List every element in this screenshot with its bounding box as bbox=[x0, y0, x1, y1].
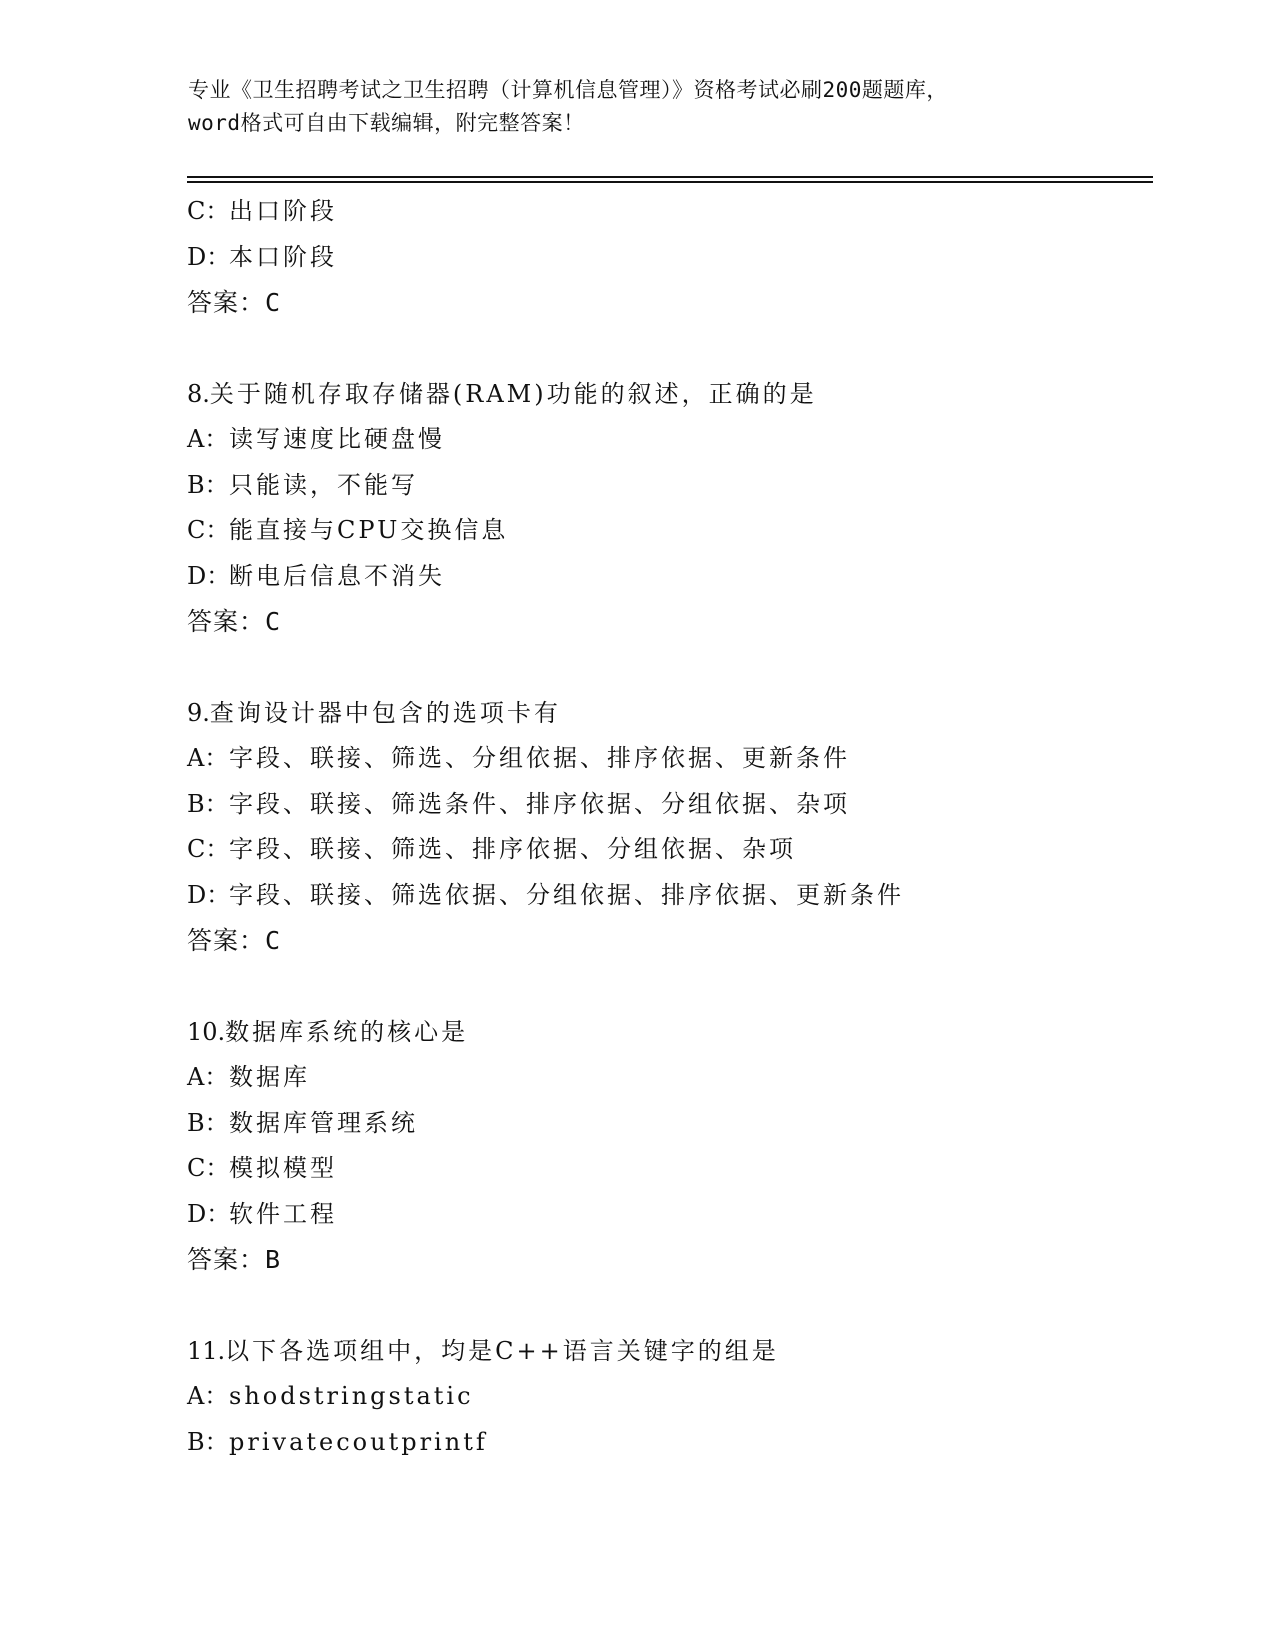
option-label: D： bbox=[187, 880, 231, 909]
question-list bbox=[187, 189, 1153, 1465]
answer-prefix: 答案： bbox=[187, 607, 266, 636]
question-number: 11. bbox=[187, 1336, 226, 1365]
header-divider-top bbox=[187, 176, 1153, 178]
option-label: C： bbox=[187, 516, 230, 544]
option-label: A： bbox=[187, 1063, 229, 1091]
question-text: 关于随机存取存储器(RAM)功能的叙述，正确的是 bbox=[209, 379, 817, 408]
question-stem bbox=[187, 372, 1153, 418]
option-d bbox=[187, 1192, 1153, 1238]
option-label: C： bbox=[187, 835, 230, 863]
option-text: 断电后信息不消失 bbox=[229, 561, 445, 590]
header-line-2: word格式可自由下载编辑，附完整答案！ bbox=[188, 111, 585, 135]
question-stem bbox=[187, 691, 1153, 737]
answer-line bbox=[187, 918, 1153, 964]
option-text: 数据库管理系统 bbox=[229, 1108, 418, 1137]
option-d bbox=[187, 235, 1153, 281]
question-text: 以下各选项组中，均是C++语言关键字的组是 bbox=[225, 1336, 779, 1365]
option-label: C： bbox=[187, 197, 230, 225]
question-number: 8. bbox=[187, 379, 210, 408]
option-text: 能直接与CPU交换信息 bbox=[229, 516, 509, 544]
option-text: 本口阶段 bbox=[229, 242, 337, 271]
option-text: shodstringstatic bbox=[229, 1382, 474, 1410]
option-b bbox=[187, 782, 1153, 828]
option-c bbox=[187, 189, 1153, 235]
question-stem bbox=[187, 1329, 1153, 1375]
option-label: D： bbox=[187, 242, 231, 271]
option-a bbox=[187, 1374, 1153, 1420]
option-b bbox=[187, 1420, 1153, 1466]
option-label: D： bbox=[187, 561, 231, 590]
option-text: 只能读，不能写 bbox=[229, 470, 418, 499]
option-text: 数据库 bbox=[229, 1063, 310, 1091]
question-9 bbox=[187, 691, 1153, 964]
option-a bbox=[187, 417, 1153, 463]
option-text: 出口阶段 bbox=[229, 197, 337, 225]
answer-prefix: 答案： bbox=[187, 926, 266, 955]
option-text: 读写速度比硬盘慢 bbox=[229, 425, 445, 453]
answer-value: C bbox=[265, 607, 282, 636]
question-number: 10. bbox=[187, 1017, 226, 1046]
option-label: A： bbox=[187, 744, 229, 772]
option-b bbox=[187, 463, 1153, 509]
option-label: B： bbox=[187, 1108, 229, 1137]
option-label: A： bbox=[187, 1382, 229, 1410]
option-b bbox=[187, 1101, 1153, 1147]
answer-line bbox=[187, 599, 1153, 645]
option-text: privatecoutprintf bbox=[229, 1427, 488, 1456]
option-a bbox=[187, 1055, 1153, 1101]
question-text: 数据库系统的核心是 bbox=[225, 1017, 469, 1046]
option-a bbox=[187, 736, 1153, 782]
option-text: 字段、联接、筛选、分组依据、排序依据、更新条件 bbox=[229, 744, 850, 772]
option-label: D： bbox=[187, 1199, 231, 1228]
option-c bbox=[187, 508, 1153, 554]
option-label: B： bbox=[187, 470, 229, 499]
answer-prefix: 答案： bbox=[187, 288, 266, 317]
document-header bbox=[188, 74, 1068, 140]
question-number: 9. bbox=[187, 698, 210, 727]
option-text: 软件工程 bbox=[229, 1199, 337, 1228]
option-label: A： bbox=[187, 425, 229, 453]
option-c bbox=[187, 1146, 1153, 1192]
answer-value: C bbox=[265, 926, 282, 955]
question-8 bbox=[187, 372, 1153, 645]
option-label: B： bbox=[187, 789, 229, 818]
option-d bbox=[187, 873, 1153, 919]
option-text: 模拟模型 bbox=[229, 1154, 337, 1182]
question-10 bbox=[187, 1010, 1153, 1283]
answer-prefix: 答案： bbox=[187, 1245, 266, 1274]
question-fragment bbox=[187, 189, 1153, 326]
answer-value: C bbox=[265, 288, 282, 317]
header-divider-bottom bbox=[187, 181, 1153, 183]
option-c bbox=[187, 827, 1153, 873]
question-stem bbox=[187, 1010, 1153, 1056]
option-text: 字段、联接、筛选、排序依据、分组依据、杂项 bbox=[229, 835, 796, 863]
option-text: 字段、联接、筛选依据、分组依据、排序依据、更新条件 bbox=[229, 880, 904, 909]
answer-line bbox=[187, 280, 1153, 326]
question-text: 查询设计器中包含的选项卡有 bbox=[209, 698, 561, 727]
answer-value: B bbox=[265, 1245, 282, 1274]
option-label: C： bbox=[187, 1154, 230, 1182]
option-text: 字段、联接、筛选条件、排序依据、分组依据、杂项 bbox=[229, 789, 850, 818]
answer-line bbox=[187, 1237, 1153, 1283]
header-line-1: 专业《卫生招聘考试之卫生招聘（计算机信息管理）》资格考试必刷200题题库， bbox=[188, 78, 948, 102]
question-11 bbox=[187, 1329, 1153, 1466]
option-d bbox=[187, 554, 1153, 600]
option-label: B： bbox=[187, 1427, 229, 1456]
